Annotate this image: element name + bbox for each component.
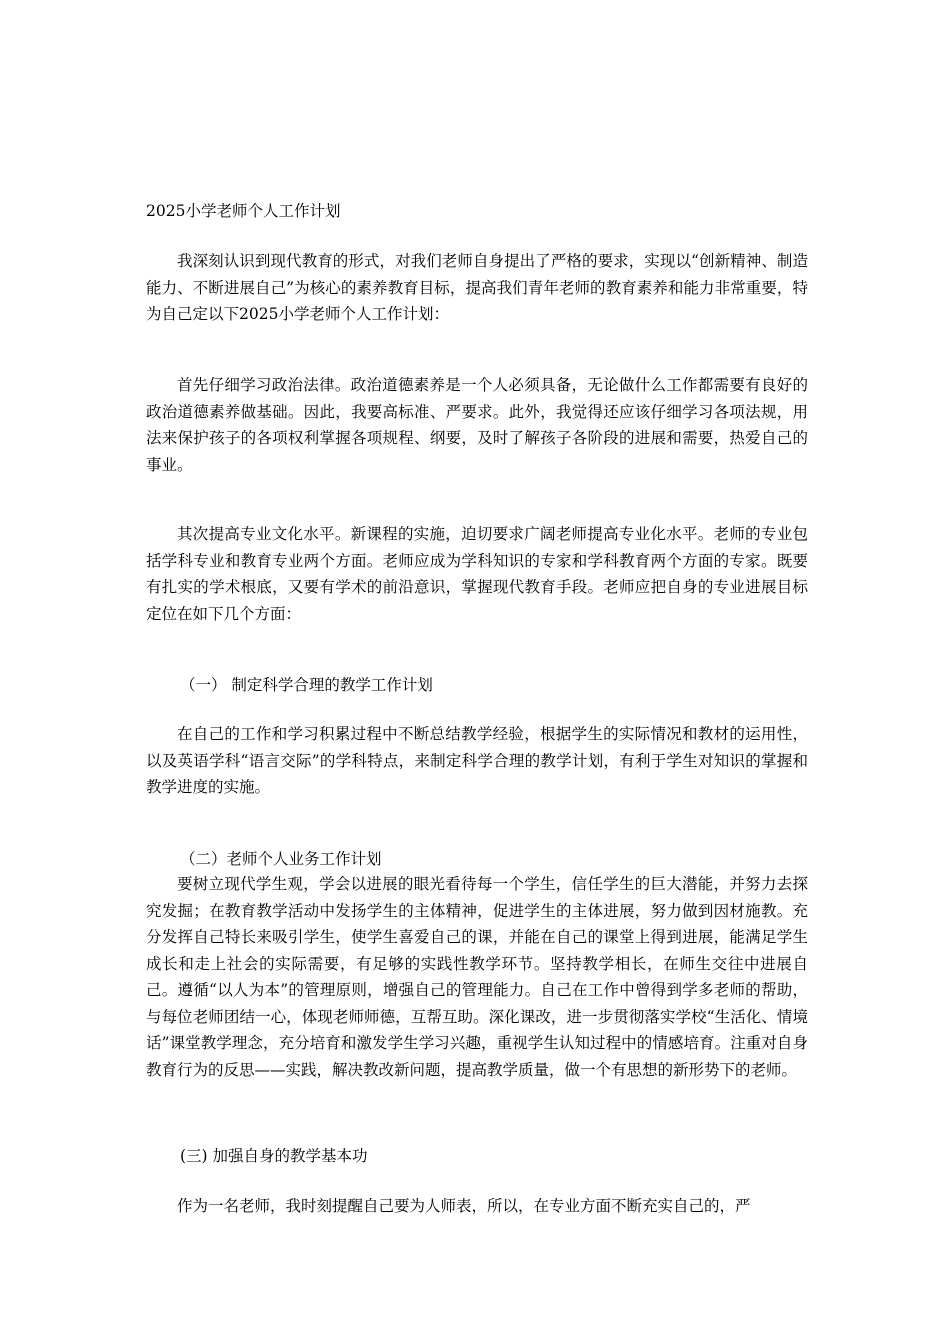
paragraph-politics: 首先仔细学习政治法律。政治道德素养是一个人必须具备，无论做什么工作都需要有良好的政治道德素养做基础。因此，我要高标准、严要求。此外，我觉得还应该仔细学习各项法规，用法来保护孩子的各项权利掌握各项规程、纲要，及时了解孩子各阶段的进展和需要，热爱自己的事业。 — [146, 376, 808, 474]
paragraph-section-3: 作为一名老师，我时刻提醒自己要为人师表，所以，在专业方面不断充实自己的，严 — [177, 1197, 751, 1215]
document-title: 2025小学老师个人工作计划 — [146, 202, 341, 220]
paragraph-section-1: 在自己的工作和学习积累过程中不断总结教学经验，根据学生的实际情况和教材的运用性，以及英语学科“语言交际”的学科特点，来制定科学合理的教学计划，有利于学生对知识的掌握和教学进度的实施。 — [146, 725, 808, 796]
section-heading-1: （一） 制定科学合理的教学工作计划 — [180, 676, 433, 694]
paragraph-professional: 其次提高专业文化水平。新课程的实施，迫切要求广阔老师提高专业化水平。老师的专业包括学科专业和教育专业两个方面。老师应成为学科知识的专家和学科教育两个方面的专家。既要有扎实的学术根底，又要有学术的前沿意识，掌握现代教育手段。老师应把自身的专业进展目标定位在如下几个方面： — [146, 525, 808, 623]
intro-paragraph: 我深刻认识到现代教育的形式，对我们老师自身提出了严格的要求，实现以“创新精神、制造能力、不断进展自己”为核心的素养教育目标，提高我们青年老师的教育素养和能力非常重要，特为自己定以下2025小学老师个人工作计划： — [146, 252, 808, 323]
paragraph-section-2: 要树立现代学生观，学会以进展的眼光看待每一个学生，信任学生的巨大潜能，并努力去探究发掘；在教育教学活动中发扬学生的主体精神，促进学生的主体进展，努力做到因材施教。充分发挥自己特长来吸引学生，使学生喜爱自己的课，并能在自己的课堂上得到进展，能满足学生成长和走上社会的实际需要，有足够的实践性教学环节。坚持教学相长，在师生交往中进展自己。遵循“以人为本”的管理原则，增强自己的管理能力。自己在工作中曾得到学多老师的帮助，与每位老师团结一心，体现老师师德，互帮互助。深化课改，进一步贯彻落实学校“生活化、情境话”课堂教学理念，充分培育和激发学生学习兴趣，重视学生认知过程中的情感培育。注重对自身教育行为的反思——实践，解决教改新问题，提高教学质量，做一个有思想的新形势下的老师。 — [146, 875, 808, 1079]
section-heading-3: (三) 加强自身的教学基本功 — [180, 1147, 368, 1165]
section-heading-2: （二）老师个人业务工作计划 — [180, 850, 382, 868]
